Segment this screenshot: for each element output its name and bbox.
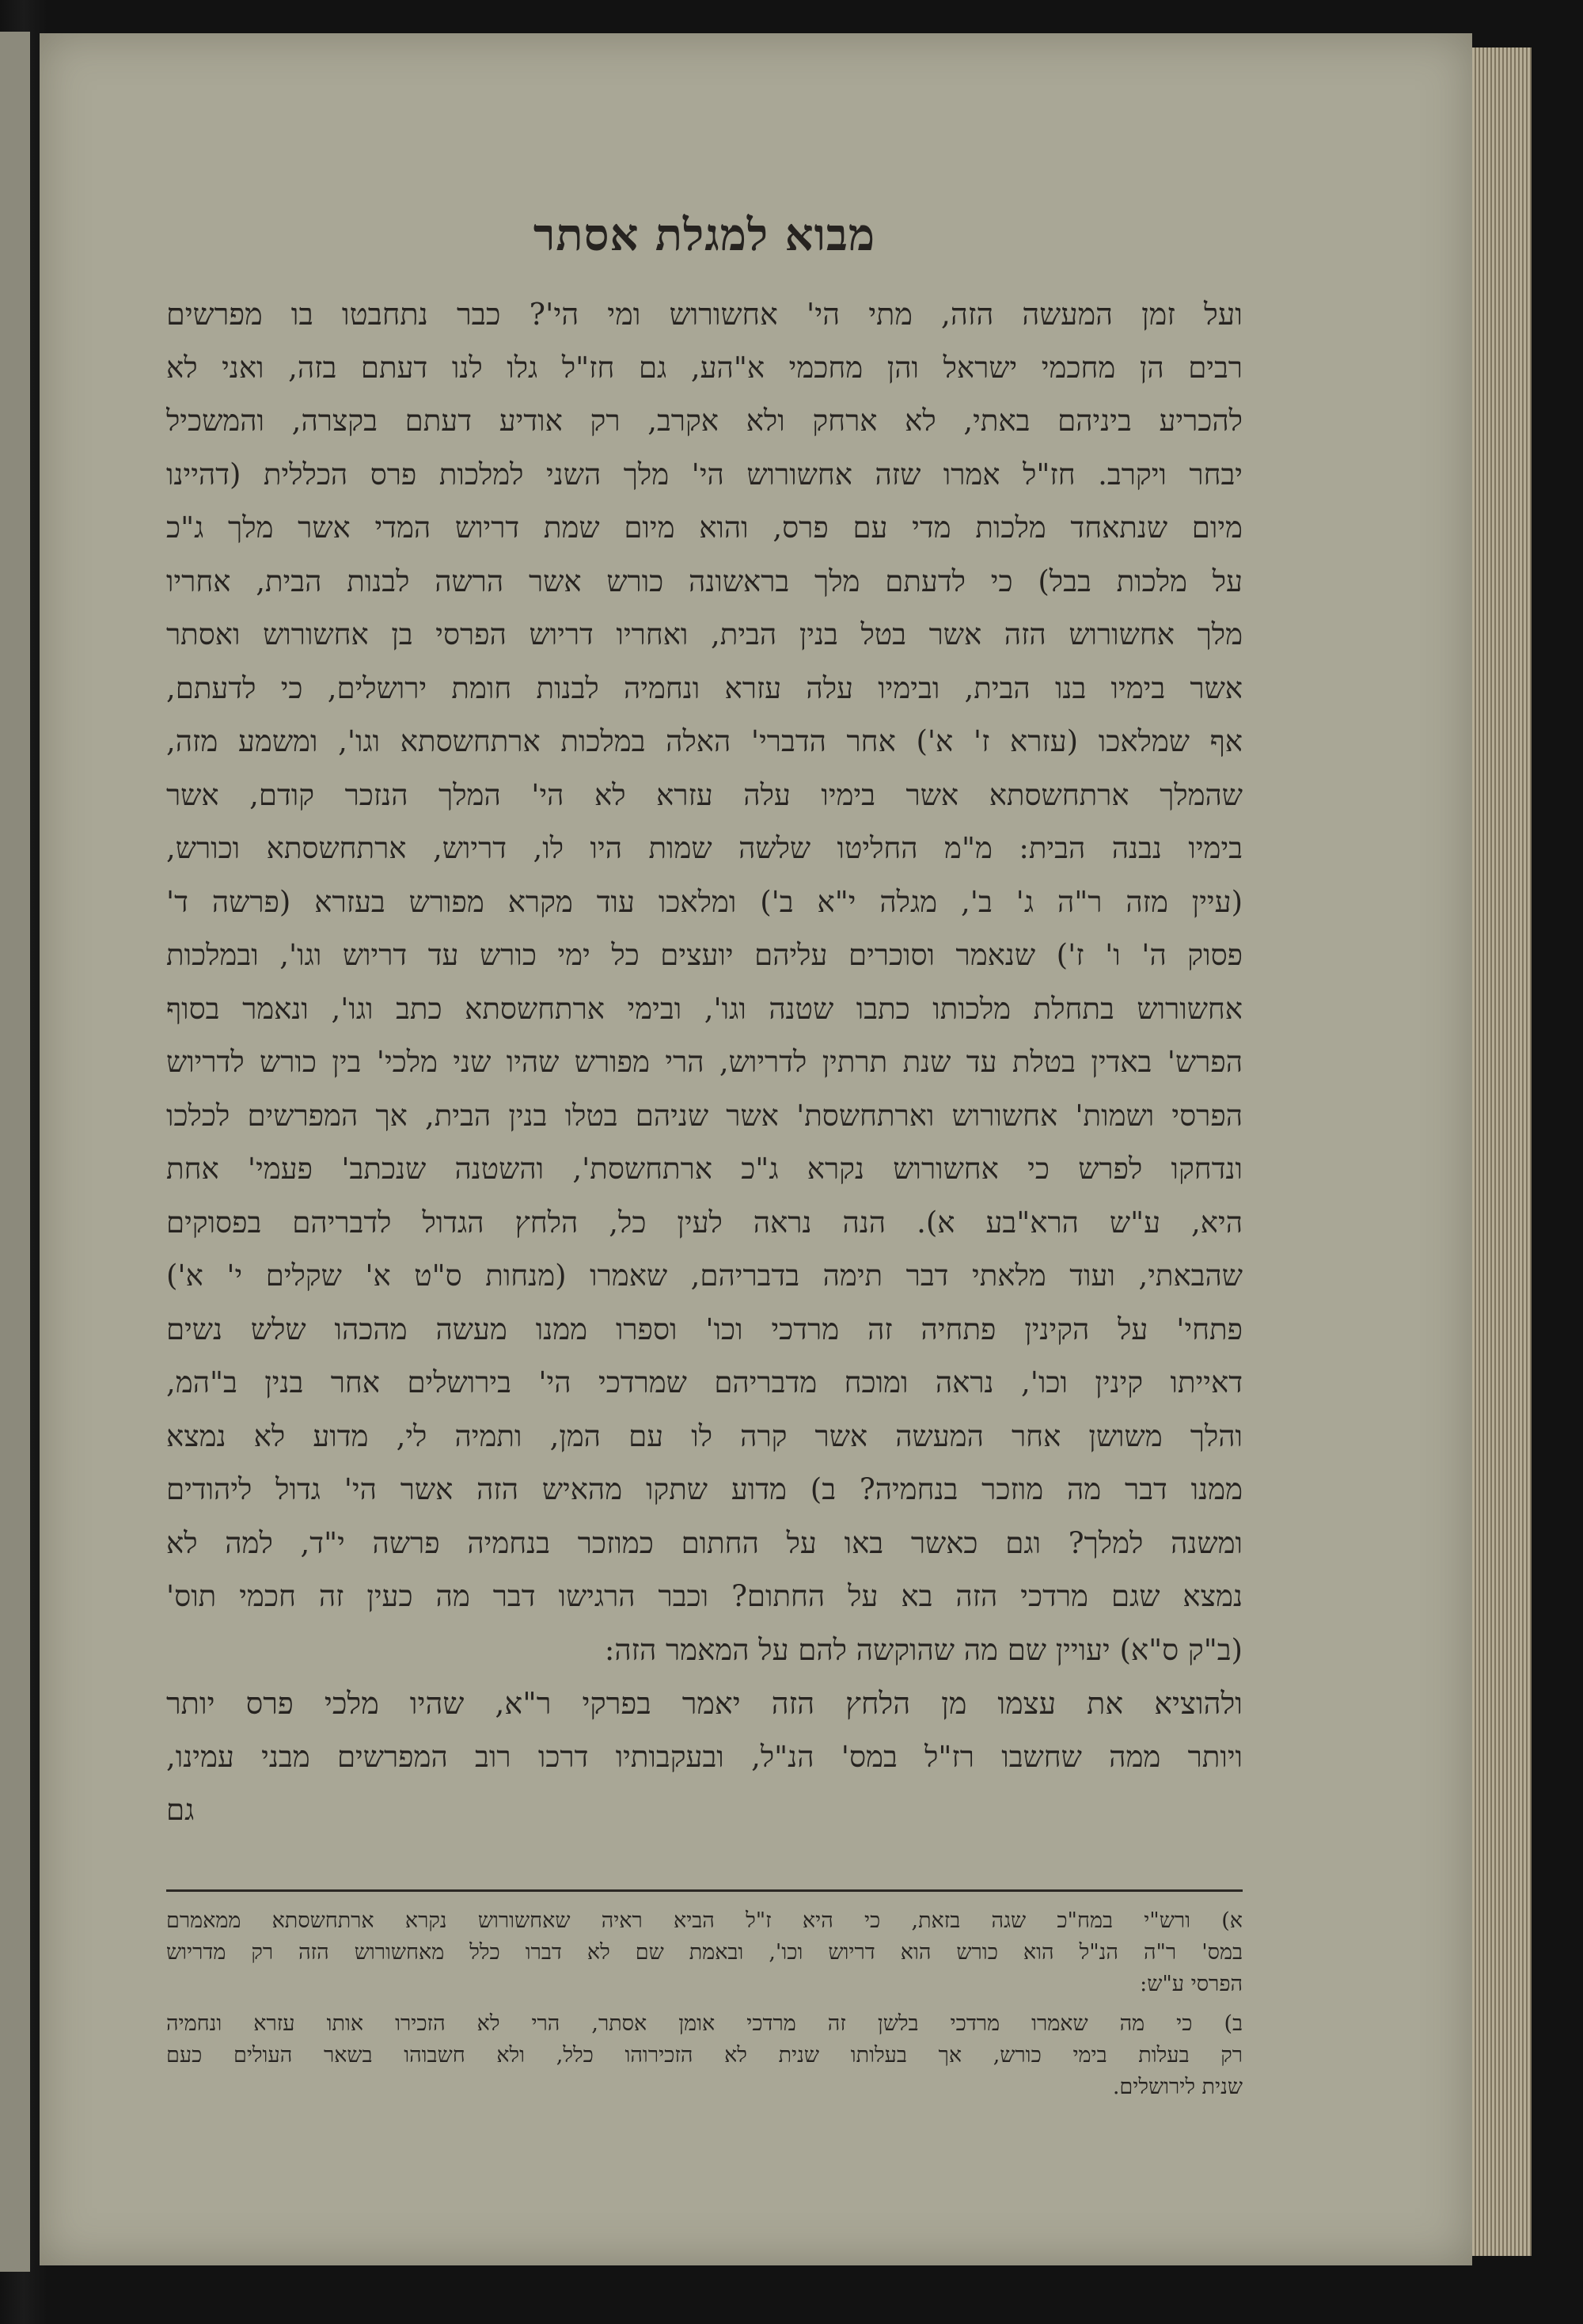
footnote-line: ב) כי מה שאמרו מרדכי בלשן זה מרדכי אומן אסתר, הרי לא הזכירו אותו עזרא ונחמיה	[166, 2011, 1243, 2036]
text-block	[166, 192, 1243, 2147]
page-stack-edges	[1468, 47, 1532, 2256]
text-line: (עיין מזה ר"ה ג' ב', מגלה י"א ב') ומלאכו עוד מקרא מפורש בעזרא (פרשה ד'	[166, 884, 1243, 919]
text-line: בימיו נבנה הבית: מ"מ החליטו שלשה שמות היו לו, דריוש, ארתחשסתא וכורש,	[166, 831, 1243, 865]
body-text	[166, 290, 1243, 1834]
footnote-line: הפרסי ע"ש:	[1140, 1972, 1243, 1996]
footnote-rule	[166, 1889, 1243, 1892]
text-line: ומשנה למלך? וגם כאשר באו על החתום כמוזכר בנחמיה פרשה י"ד, למה לא	[166, 1525, 1243, 1560]
footnotes	[166, 1905, 1243, 2111]
text-line: הפרסי ושמות' אחשורוש וארתחשסת' אשר שניהם בטלו בנין הבית, אך המפרשים לכלכו	[166, 1098, 1243, 1133]
footnote	[166, 2008, 1243, 2103]
text-line: (ב"ק ס"א) יעויין שם מה שהוקשה להם על המאמר הזה:	[604, 1632, 1243, 1667]
text-line: אחשורוש בתחלת מלכותו כתבו שטנה וגו', ובימי ארתחשסתא כתב וגו', ונאמר בסוף	[166, 991, 1243, 1026]
text-line: פתחי' על הקינין פתחיה זה מרדכי וכו' וספרו ממנו מעשה מהכהו שלש נשים	[166, 1312, 1243, 1346]
footnote	[166, 1905, 1243, 2000]
text-line: ונדחקו לפרש כי אחשורוש נקרא ג"כ ארתחשסת', והשטנה שנכתב' פעמי' אחת	[166, 1152, 1243, 1186]
text-line: נמצא שגם מרדכי הזה בא על החתום? וכבר הרגישו דבר מה כעין זה חכמי תוס'	[166, 1579, 1243, 1613]
book-page	[40, 33, 1472, 2265]
text-line: אשר בימיו בנו הבית, ובימיו עלה עזרא ונחמיה לבנות חומת ירושלים, כי לדעתם,	[166, 670, 1243, 705]
text-line: שהמלך ארתחשסתא אשר בימיו עלה עזרא לא הי' המלך הנזכר קודם, אשר	[166, 777, 1243, 812]
text-line: והלך משושן אחר המעשה אשר קרה לו עם המן, ותמיה לי, מדוע לא נמצא	[166, 1418, 1243, 1453]
page-title: מבוא למגלת אסתר	[533, 209, 876, 261]
footnote-line: א) ורש"י במח"כ שגה בזאת, כי היא ז"ל הביא ראיה שאחשורוש נקרא ארתחשסתא ממאמרם	[166, 1908, 1243, 1933]
text-line: אף שמלאכו (עזרא ז' א') אחר הדברי' האלה במלכות ארתחשסתא וגו', ומשמע מזה,	[166, 724, 1243, 758]
text-line: רבים הן מחכמי ישראל והן מחכמי א"הע, גם חז"ל גלו לנו דעתם בזה, ואני לא	[166, 350, 1243, 385]
text-line: ועל זמן המעשה הזה, מתי הי' אחשורוש ומי הי'? כבר נתחבטו בו מפרשים	[166, 297, 1243, 332]
text-line: על מלכות בבל) כי לדעתם מלך בראשונה כורש אשר הרשה לבנות הבית, אחריו	[166, 564, 1243, 598]
catchword: גם	[166, 1793, 195, 1827]
text-line: ויותר ממה שחשבו רז"ל במס' הנ"ל, ובעקבותיו דרכו רוב המפרשים מבני עמינו,	[166, 1739, 1243, 1774]
text-line: מיום שנתאחד מלכות מדי עם פרס, והוא מיום שמת דריוש המדי אשר מלך ג"כ	[166, 511, 1243, 545]
text-line: הפרש' באדין בטלת עד שנת תרתין לדריוש, הרי מפורש שהיו שני מלכי' בין כורש לדריוש	[166, 1045, 1243, 1079]
text-line: היא, ע"ש הרא"בע א). הנה נראה לעין כל, הלחץ הגדול לדבריהם בפסוקים	[166, 1205, 1243, 1240]
footnote-line: רק בעלות בימי כורש, אך בעלותו שנית לא הזכירוהו כלל, ולא חשבוהו בשאר העולים כעם	[166, 2043, 1243, 2068]
text-line: יבחר ויקרב. חז"ל אמרו שזה אחשורוש הי' מלך השני למלכות פרס הכללית (דהיינו	[166, 457, 1243, 492]
text-line: דאייתו קינין וכו', נראה ומוכח מדבריהם שמרדכי הי' בירושלים אחר בנין ב"המ,	[166, 1365, 1243, 1399]
footnote-line: במס' ר"ה הנ"ל הוא כורש הוא דריוש וכו', ובאמת שם לא דברו כלל מאחשורוש הזה רק מדריוש	[166, 1940, 1243, 1965]
text-line: ממנו דבר מה מוזכר בנחמיה? ב) מדוע שתקו מהאיש הזה אשר הי' גדול ליהודים	[166, 1472, 1243, 1506]
text-line: מלך אחשורוש הזה אשר בטל בנין הבית, ואחריו דריוש הפרסי בן אחשורוש ואסתר	[166, 617, 1243, 651]
previous-page-edge	[0, 32, 30, 2272]
footnote-line: שנית לירושלים.	[1112, 2075, 1243, 2099]
text-line: שהבאתי, ועוד מלאתי דבר תימה בדבריהם, שאמרו (מנחות ס"ט א' שקלים י' א')	[166, 1259, 1243, 1293]
text-line: ולהוציא את עצמו מן הלחץ הזה יאמר בפרקי ר"א, שהיו מלכי פרס יותר	[166, 1686, 1243, 1721]
text-line: פסוק ה' ו' ז') שנאמר וסוכרים עליהם יועצים כל ימי כורש עד דריוש וגו', ובמלכות	[166, 938, 1243, 972]
text-line: להכריע ביניהם באתי, לא ארחק ולא אקרב, רק אודיע דעתם בקצרה, והמשכיל	[166, 404, 1243, 438]
